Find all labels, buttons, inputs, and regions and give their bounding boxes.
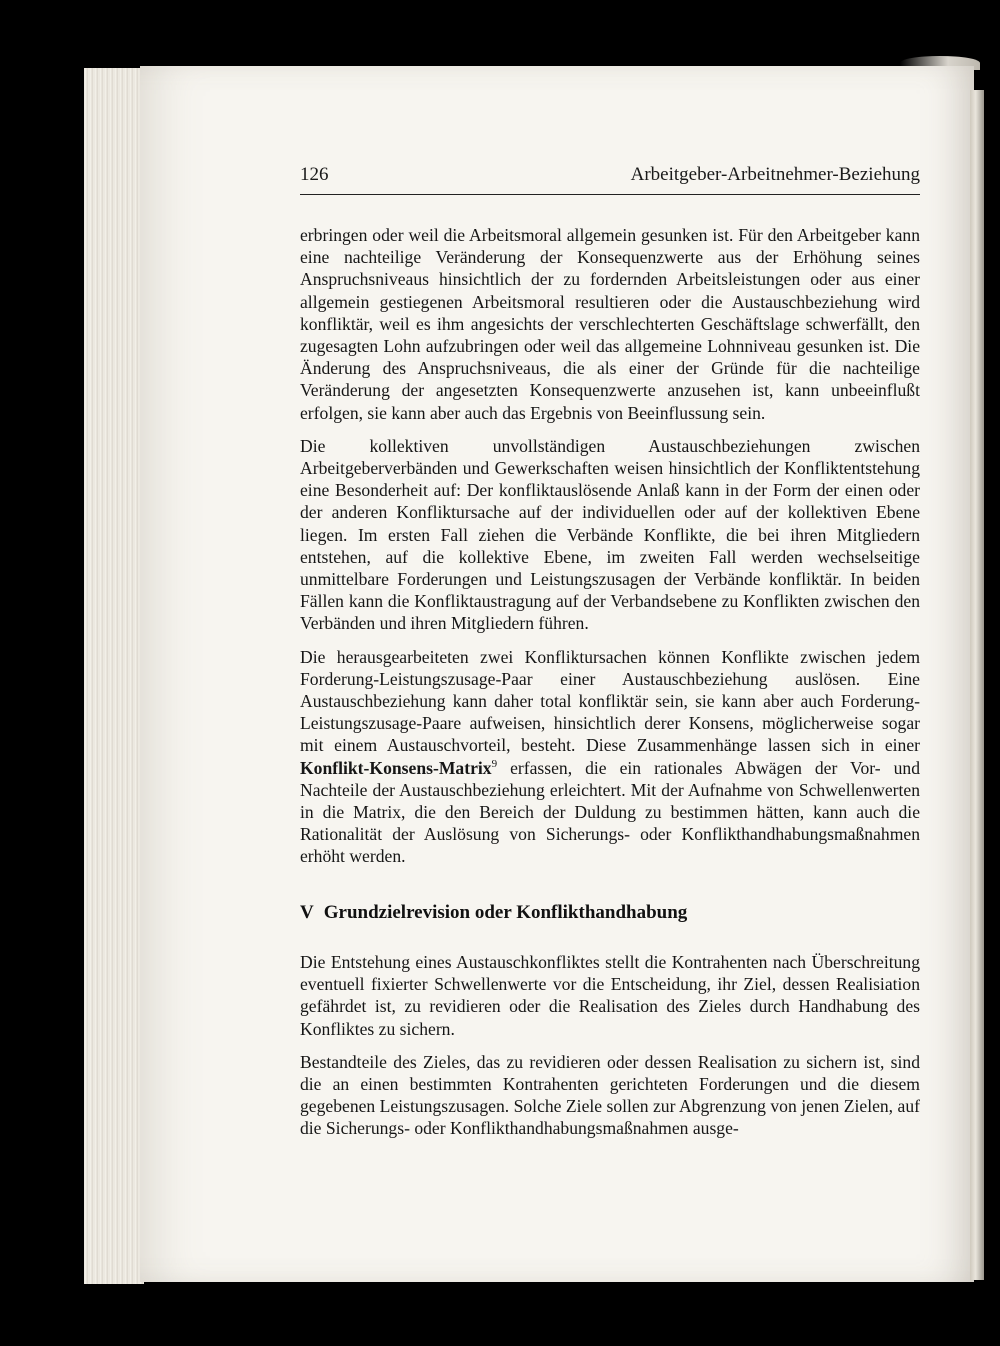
section-heading — [300, 902, 920, 924]
page-right-edge — [970, 90, 984, 1280]
paragraph-1: erbringen oder weil die Arbeitsmoral allgemein gesunken ist. Für den Arbeitgeber kann eine nachteilige Veränderung der Konsequenzwerte aus der Erhöhung seines Anspruchsniveaus hinsichtlich der zu fordernden Arbeitsleistungen oder aus einer allgemein gestiegenen Arbeitsmoral resultieren oder die Austauschbeziehung wird konfliktär, weil es ihm angesichts der verschlechterten Geschäftslage schwerfällt, den zugesagten Lohn aufzubringen oder weil das allgemeine Lohnniveau gesunken ist. Die Änderung des Anspruchsniveaus, die als einer der Gründe für die nachteilige Veränderung der angesetzten Konsequenzwerte anzusehen ist, kann unbeeinflußt erfolgen, sie kann aber auch das Ergebnis von Beeinflussung sein. — [300, 225, 920, 423]
paragraph-2: Die kollektiven unvollständigen Austauschbeziehungen zwischen Arbeitgeberverbänden und Gewerkschaften weisen hinsichtlich der Konfliktentstehung eine Besonderheit auf: Der konfliktauslösende Anlaß kann in der Form der einen oder der anderen Konfliktursache auf der individuellen oder auf der kollektiven Ebene liegen. Im ersten Fall ziehen die Verbände Konflikte, die bei ihren Mitgliedern entstehen, auf die kollektive Ebene, im zweiten Fall werden wechselseitige unmittelbare Forderungen und Leistungszusagen der Verbände konfliktär. In beiden Fällen kann die Konfliktaustragung auf der Verbandsebene zu Konflikten zwischen den Verbänden und ihren Mitgliedern führen. — [300, 435, 920, 634]
paragraph-3-end: erfassen, die ein rationales Abwägen der Vor- und Nachteile der Austauschbeziehung erleichtert. Mit der Aufnahme von Schwellenwerten in die Matrix, die den Bereich der Duldung zu bestimmen hätten, kann auch die Rationalität der Auslösung von Sicherungs- oder Konflikthandhabungsmaßnahmen erhöht werden. — [300, 757, 920, 867]
paragraph-3-start: Die herausgearbeiteten zwei Konfliktursachen können Konflikte zwischen jedem Forderung-Leistungszusage-Paar einer Austauschbeziehung auslösen. Eine Austauschbeziehung kann daher total konfliktär sein, sie kann aber auch Forderung-Leistungszusage-Paare aufweisen, hinsichtlich derer Konsens, möglicherweise sogar mit einem Austauschvorteil, besteht. Diese Zusammenhänge lassen sich in einer — [300, 646, 920, 756]
running-title: Arbeitgeber-Arbeitnehmer-Beziehung — [630, 164, 920, 185]
paragraph-4: Die Entstehung eines Austauschkonfliktes stellt die Kontrahenten nach Überschreitung eventuell fixierter Schwellenwerte vor die Entscheidung, ihr Ziel, dessen Realisiation gefährdet ist, zu revidieren oder die Realisation des Zieles durch Handhabung des Konfliktes zu sichern. — [300, 951, 920, 1039]
matrix-term: Konflikt-Konsens-Matrix — [300, 757, 492, 778]
section-number: V — [300, 901, 314, 923]
paragraph-5: Bestandteile des Zieles, das zu revidieren oder dessen Realisation zu sichern ist, sind die an einen bestimmten Kontrahenten gerichteten Forderungen und die diesem gegebenen Leistungszusagen. Solche Ziele sollen zur Abgrenzung von jenen Zielen, auf die Sicherungs- oder Konflikthandhabungsmaßnahmen ausge- — [300, 1051, 920, 1139]
paragraph-3 — [300, 646, 920, 868]
page-number: 126 — [300, 164, 329, 185]
body-text — [300, 224, 920, 1151]
page-edges — [84, 68, 144, 1284]
running-header — [300, 160, 920, 195]
footnote-marker: 9 — [491, 757, 498, 770]
section-title: Grundzielrevision oder Konflikthandhabung — [323, 901, 688, 923]
